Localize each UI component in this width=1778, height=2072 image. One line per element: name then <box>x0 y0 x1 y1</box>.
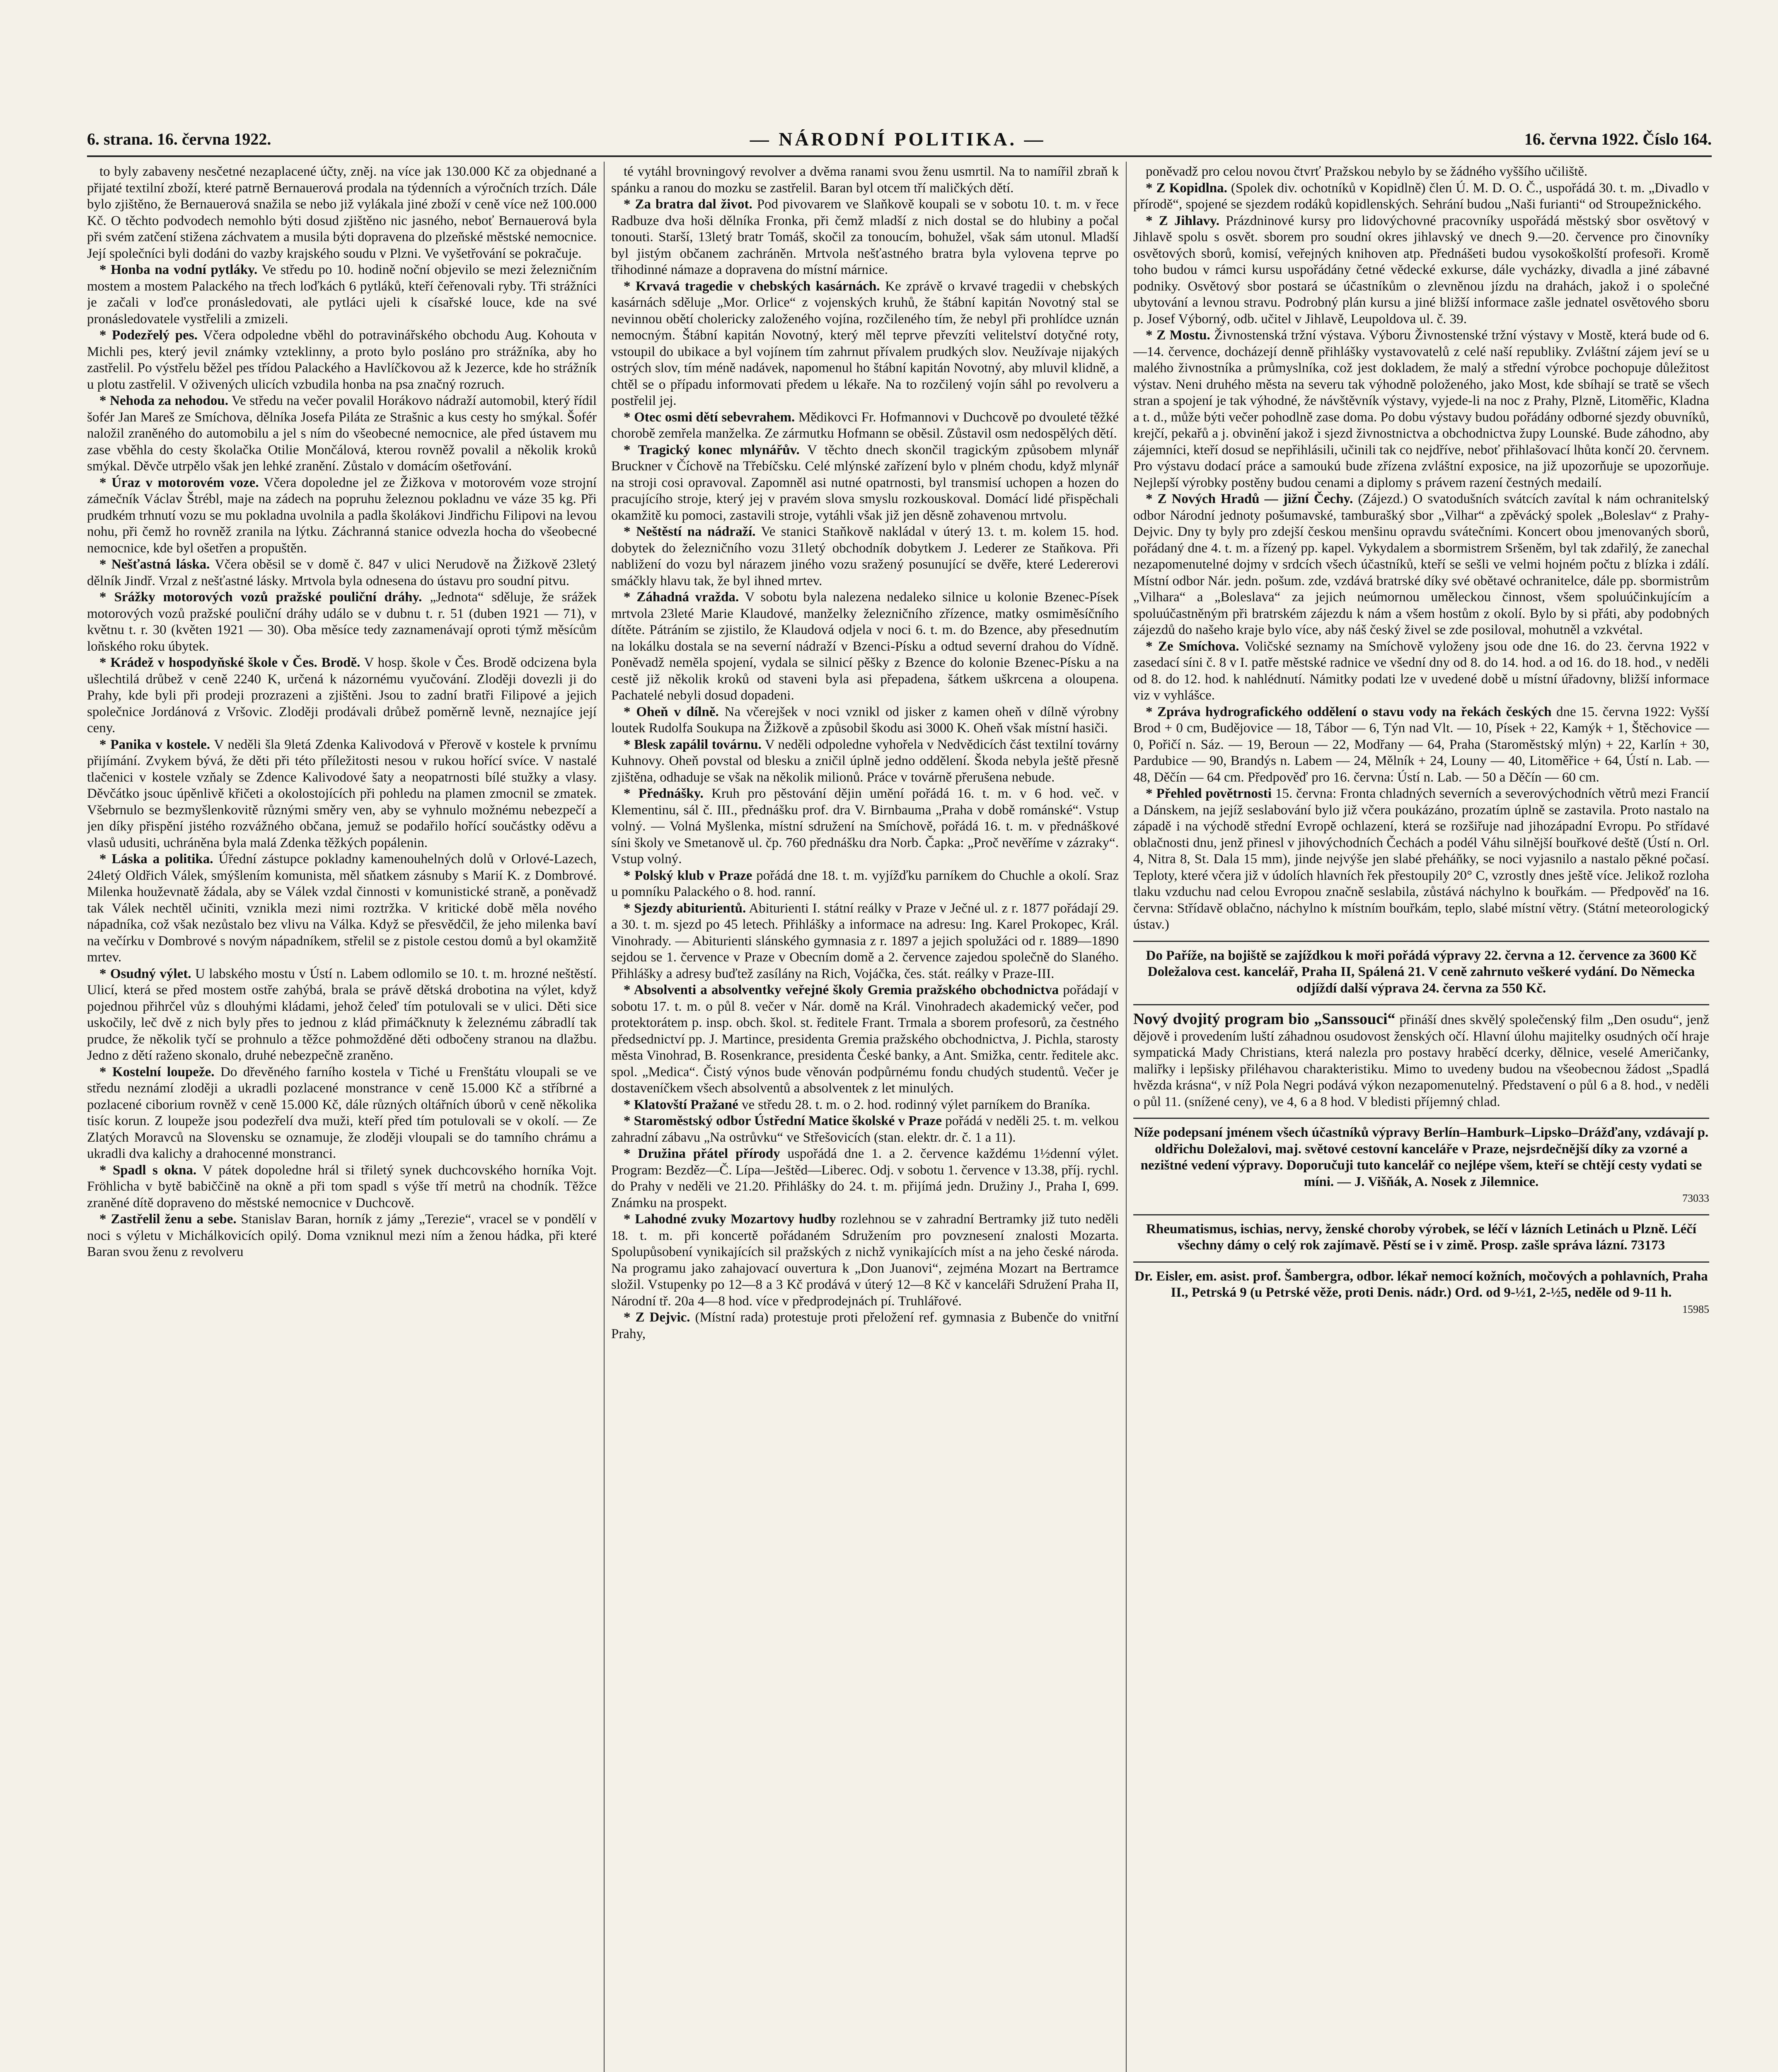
item-text: Živnostenská tržní výstava. Výboru Živnostenské tržní výstavy v Mostě, která bude od 6.—14. července, docházejí denně přihlášky vystavovatelů z celé naší republiky. Zvláštní zájem jeví se u malého živnostníka a průmyslníka, což jest dokladem, že malý a střední výrobce pochopuje důležitost výstav. Neni druhého města na severu tak výhodně položeného, jako Most, kde sbíhají se tratě se všech stran a spojení je tak výhodné, že návštěvník výstavy, vyjede-li na noc z Prahy, Plzně, Litoměřic, Kladna a t. d., může býti večer pohodlně zase doma. Po dobu výstavy budou pořádány odborné sjezdy obuvníků, krejčí, pekařů a j. obvinění jakož i sjezd živnostnictva a obchodnictva župy Lounské. Bude záhodno, aby zájemníci, kteří dosud se nepřihlásili, učinili tak co nejdříve, neboť přihlašovací lhůta končí 20. červnem. Pro výstavu dodací práce a samoukú bude zřízena zvláštní exposice, na již upozorňuje se upozorňuje. Nejlepší výrobky postěny budou cenami a diplomy s právem razení čestných medailí. <box>1133 328 1709 490</box>
news-item <box>611 1113 1119 1146</box>
issue-info: 16. června 1922. Číslo 164. <box>1524 129 1712 148</box>
item-marker: * <box>624 868 635 883</box>
news-item <box>1133 164 1709 180</box>
ad-text: přináší dnes skvělý společenský film „Den osudu“, jenž dějově i provedením luští záhadnou osudovost ženských očí. Hlavní úlohu majitelky osudných očí hraje sympatická Mady Christians, která nalezla pro postavy hraběcí dcerky, dělnice, veselé Američanky, maliřky i lepšisky přiléhavou charakteristiku. Mimo to uvedeny budou na všeobecnou žádost „Spadlá hvězda krásna“, v níž Pola Negri podává výkon nezapomenutelný. Představení o půl 6 a 8. hod., v neděli o půl 11. (snížené ceny), ve 4, 6 a 8 hod. V bledisti příjemný chlad. <box>1133 1012 1709 1109</box>
item-heading: Láska a politika. <box>111 852 213 867</box>
item-text: Ve středu po 10. hodině noční objevilo se mezi železničním mostem a mostem Palackého na třech loďkách 6 pytláků, kteří čeřenovali ryby. Tři strážníci je začali v loďce pronásledovati, ale pytláci ujeli k císařské louce, kde na své pronásledovatele vystřelili a zmizeli. <box>87 262 597 327</box>
item-marker: * <box>99 262 111 277</box>
news-item <box>611 737 1119 786</box>
column-2 <box>611 164 1119 2072</box>
item-text: dne 15. června 1922: Vyšší Brod + 0 cm, Budějovice — 18, Tábor — 6, Týn nad Vlt. — 10, Písek + 22, Kamýk + 1, Štěchovice — 0, Pořičí n. Sáz. — 19, Beroun — 22, Modřany — 64, Praha (Staroměstský mlýn) + 22, Karlín + 30, Pardubice — 90, Brandýs n. Labem — 24, Mělník + 24, Louny — 40, Litoměřice + 64, Ústí n. Lab. — 48, Děčín — 64 cm. Předpověď pro 16. června: Ústí n. Lab. — 50 a Děčín — 60 cm. <box>1133 704 1709 785</box>
item-heading: Krádež v hospodyňské škole v Čes. Brodě. <box>110 655 360 670</box>
news-item <box>611 1097 1119 1113</box>
item-heading: Z Dejvic. <box>635 1310 690 1325</box>
item-text: Voličské seznamy na Smíchově vyloženy jsou ode dne 16. do 23. června 1922 v zasedací síni č. 8 v I. patře městské radnice ve všední dny od 8. do 14. hod. a od 16. do 18. hod., v neděli od 8. do 12. hod. k nahlédnutí. Námitky podati lze v uvedené době u místní úřadovny, bližší informace viz v vyhlášce. <box>1133 639 1709 703</box>
item-heading: Absolventi a absolventky veřejné školy Gremia pražského obchodnictva <box>634 983 1059 997</box>
item-text: Včera dopoledne jel ze Žižkova v motorovém voze strojní zámečník Václav Štrébl, maje na zádech na popruhu železnou pokladnu ve váze 35 kg. Při prudkém trhnutí vozu se mu pokladna uvolnila a padla školákovi Jindřichu Filipovi na levou nohu, při čemž ho rovněž zranila na lýtku. Záchranná stanice odvezla hocha do všeobecné nemocnice, kde byl ošetřen a propuštěn. <box>87 475 597 556</box>
item-text: V těchto dnech skončil tragickým způsobem mlynář Bruckner v Číchově na Třebíčsku. Celé mlýnské zařízení bylo v plném chodu, když mlynář na stroji cosi opravoval. Zapomněl asi nutné opatrnosti, byl transmisí uchopen a hozen do pracujícího stroje, který jej v pravém slova smyslu rozkouskoval. Domácí lidé přispěchali okamžitě ku pomoci, zastavili stroje, vytáhli však již jen děsně zohavenou mrtvolu. <box>611 442 1119 523</box>
item-text: pořádá v neděli 25. t. m. velkou zahradní zábavu „Na ostrůvku“ ve Střešovicích (stan. elektr. dr. č. 1 a 11). <box>611 1113 1119 1145</box>
news-item <box>611 900 1119 983</box>
column-1 <box>87 164 597 2072</box>
item-text: Ve stanici Staňkově nakládal v úterý 13. t. m. kolem 15. hod. dobytek do železničního vozu 31letý obchodník dobytkem J. Lederer ze Staňkova. Při nabližení do vozu byl nárazem jiného vozu sražený posunující se dvěře, které Ledererovi smáčkly hlavu tak, že byl ihned mrtev. <box>611 524 1119 588</box>
news-item <box>611 982 1119 1097</box>
item-marker: * <box>1146 786 1156 801</box>
item-text: Do dřevěného farního kostela v Tiché u Frenštátu vloupali se ve středu neznámí zloději a ukradli pozlacené monstrance v ceně 15.000 Kč a stříbrné a pozlacené ciborium rovněž v ceně 15.000 Kč, dále různých oltářních úborů v ceně několika tisíc korun. Z loupeže jsou podezřelí dva muži, kteří před tím potulovali se v okolí. — Ze Zlatých Moravců na Slovensku se oznamuje, že zloději vloupali se do tamního chrámu a ukradli dva kalichy a drahocenné monstranci. <box>87 1064 597 1161</box>
item-text: V neděli šla 9letá Zdenka Kalivodová v Přerově v kostele k prvnímu přijímání. Zvykem bývá, že děti při této příležitosti nesou v rukou hořící svíce. V nastalé tlačenici v kostele vzňaly se Zdence Kalivodové šaty a neopatrnosti bílé stužky a vlasy. Děvčátko jsouc úpěnlivě křičeti a okolostojících při pohledu na plamen zmocnil se zmatek. Všebrnulo se bezmyšlenkovitě různými směry ven, aby se vyhnulo možnému nebezpečí a jen díky přispění jistého rozvážného občana, jemuž se podařilo hořící součástky oděvu a vlasů udusiti, uchráněna byla malá Zdenka těžkých popálenin. <box>87 737 597 850</box>
item-marker: * <box>624 1097 634 1112</box>
item-heading: Zastřelil ženu a sebe. <box>111 1212 237 1227</box>
news-item <box>611 196 1119 278</box>
page-header <box>87 124 1712 153</box>
item-heading: Panika v kostele. <box>110 737 210 752</box>
ad-headline: Nový dvojitý program bio „Sanssouci“ <box>1133 1010 1396 1028</box>
item-marker: * <box>624 1113 634 1128</box>
item-marker: * <box>624 524 636 539</box>
news-item <box>611 1310 1119 1342</box>
item-marker: * <box>1146 491 1158 506</box>
item-text: pořádají v sobotu 17. t. m. o půl 8. večer v Nár. domě na Král. Vinohradech akademický večer, pod protektorátem p. insp. obch. škol. st. ředitele Frant. Trmala a sborem profesorů, za čestného předsednictví pp. J. Martince, presidenta Gremia pražského obchodnictva, J. Pichla, starosty města Vinohrad, B. Rosenkrance, presidenta České banky, a Ant. Smižka, centr. ředitele akc. spol. „Medica“. Čistý výnos bude věnován podpůrnému fondu chudých studentů. Večer je dostaveníčkem všech absolventů a absolventek z let minulých. <box>611 983 1119 1096</box>
news-item <box>87 262 597 327</box>
advertisement <box>1133 941 1709 997</box>
news-item <box>87 327 597 393</box>
item-text: Včera odpoledne vběhl do potravinářského obchodu Aug. Kohouta v Michli pes, který jevil známky vzteklinny, a proto bylo posláno pro strážníka, aby ho zastřelil. Po výstřelu běžel pes třídou Palackého a Havlíčkovou až k Jezerce, kde ho strážník u plotu zastřelil. V oživených ulicích vzbudila honba na psa značný rozruch. <box>87 328 597 392</box>
item-text: Abiturienti I. státní reálky v Praze v Ječné ul. z r. 1877 pořádají 29. a 30. t. m. sjezd po 45 letech. Přihlášky a informace na adresu: Ing. Karel Prokopec, Král. Vinohrady. — Abiturienti slánského gymnasia z r. 1897 a jejich spolužáci od r. 1889—1890 sejdou se 1. července v Praze v Obecním domě a 2. července zajedou společně do Slaného. Přihlášky a adresy buďtež zasílány na Rich, Vojáčka, čes. stát. reálky v Praze-III. <box>611 900 1119 981</box>
item-marker: * <box>99 475 112 490</box>
news-item <box>1133 786 1709 933</box>
item-marker: * <box>624 442 638 457</box>
item-heading: Zpráva hydrografického oddělení o stavu vody na řekách českých <box>1157 704 1552 719</box>
item-heading: Přehled povětrnosti <box>1156 786 1272 801</box>
item-marker: * <box>99 1162 113 1178</box>
item-marker: * <box>624 1146 638 1161</box>
item-text: Úřední zástupce pokladny kamenouhelných dolů v Orlové-Lazech, 24letý Oldřich Válek, smýšlením komunista, měl sňatkem zásnuby s Marií K. z Dombrové. Milenka houževnatě žádala, aby se Válek vzdal činnosti v komunistické straně, a poněvadž tak Válek nechtěl učiniti, vznikla mezi nimi roztržka. V kritické době měla nového nápadníka, což však nezůstalo bez vlivu na Válka. Když se přesvědčil, že jeho milenka baví na večírku v Dombrové s novým nápadníkem, střelil se z pistole cestou domů a byl okamžitě mrtev. <box>87 852 597 965</box>
item-marker: * <box>624 1310 636 1325</box>
news-item <box>611 278 1119 409</box>
item-heading: Blesk zapálil továrnu. <box>634 737 762 752</box>
news-item <box>87 557 597 589</box>
item-text: V neděli odpoledne vyhořela v Nedvědicích část textilní továrny Kuhnovy. Oheň povstal od blesku a zničil úplně jedno oddělení. Škoda nebyla ještě přesně zjištěna, odhaduje se však na několik milionů. Práce v továrně přerušena nebude. <box>611 737 1119 785</box>
news-item <box>1133 180 1709 213</box>
advertisement <box>1133 1214 1709 1254</box>
item-heading: Spadl s okna. <box>112 1162 197 1178</box>
item-text: (Spolek div. ochotníků v Kopidlně) člen Ú. M. D. O. Č., uspořádá 30. t. m. „Divadlo v přírodě“, spojené se sjezdem rodáků kopidlenských. Sehrání budou „Naši furianti“ od Stroupežnického. <box>1133 180 1709 212</box>
item-text: (Místní rada) protestuje proti přeložení ref. gymnasia z Bubenče do vnitřní Prahy, <box>611 1310 1119 1341</box>
news-item <box>87 1064 597 1162</box>
news-item <box>611 868 1119 900</box>
news-item <box>87 1162 597 1212</box>
header-rule <box>87 155 1712 157</box>
item-heading: Neštěstí na nádraží. <box>636 524 756 539</box>
item-heading: Polský klub v Praze <box>634 868 752 883</box>
news-item <box>87 655 597 737</box>
item-text: (Zájezd.) O svatodušních svátcích zavítal k nám ochranitelský odbor Národní jednoty pošumavské, tamburašký sbor „Vilhar“ a zpěvácký spolek „Boleslav“ z Prahy-Dejvic. Dny ty byly pro zdejší českou menšinu opravdu svátečními. Koncert obou jmenovaných sborů, pořádaný dne 4. t. m. a řízený pp. kapel. Vykydalem a sbormistrem Sršeněm, byl tak zdařilý, že zanechal nezapomenutelné dojmy v srdcích všech účastníků, kteří se sešli ve velmi hojném počtu z blízka i zdálí. Místní odbor Nár. jedn. pošum. zde, vzdává bratrské díky své obětavé ochranitelce, dále pp. sbormistrům „Vilhara“ a „Boleslava“ za jejich neúmornou uměleckou činnost, všem spoluúčinkujícím a spoluúčastněným při bratrském zájezdu k nám a všem hostům z okolí. Bylo by si přáti, aby podobných zájezdů do našeho kraje bylo více, aby náš český živel se zde posiloval, mohutněl a vzkvétal. <box>1133 491 1709 637</box>
item-text: Kruh pro pěstování dějin umění pořádá 16. t. m. v 6 hod. več. v Klementinu, sál č. III., přednášku prof. dra V. Birnbauma „Praha v době románské“. Vstup volný. — Volná Myšlenka, místní sdružení na Smíchově, pořádá 16. t. m. v přednáškové síni školy ve Smetanově ul. čp. 760 přednášku dra Norb. Čapka: „Proč nevěříme v zázraky“. Vstup volný. <box>611 786 1119 867</box>
item-heading: Z Kopidlna. <box>1156 180 1227 196</box>
item-marker: * <box>624 704 636 719</box>
item-heading: Klatovští Pražané <box>634 1097 738 1112</box>
item-heading: Nehoda za nehodou. <box>110 393 228 408</box>
item-marker: * <box>99 328 112 343</box>
item-text: Na včerejšek v noci vznikl od jisker z kamen oheň v dílně výrobny loutek Rudolfa Soukupa na Žižkově a způsobil škodu asi 3000 K. Oheň však místní hasiči. <box>611 704 1119 736</box>
news-item <box>87 1211 597 1261</box>
item-text: Prázdninové kursy pro lidovýchovné pracovníky uspořádá městský sbor osvětový v Jihlavě spolu s osvět. sborem pro soudní okres jihlavský ve dnech 9.—20. července pro činovníky osvětových sborů, komisí, veřejných knihoven atp. Přednášeti budou vysokoškolští profesoři. Kromě toho budou v rámci kursu uspořádány četné vědecké exkurse, dále vycházky, divadla a jiné zábavné podniky. Osvětový sbor postará se účastníkům o zlevněnou jízdu na drahách, jakož i o společné ubytování a levnou stravu. Podrobný plán kursu a jiné bližší informace zašle jednatel osvětového sboru p. Josef Výborný, odb. učitel v Jihlavě, Leupoldova ul. č. 39. <box>1133 213 1709 327</box>
item-text: ve středu 28. t. m. o 2. hod. rodinný výlet parníkem do Braníka. <box>742 1097 1091 1112</box>
item-marker: * <box>1146 704 1158 719</box>
ad-text: Dr. Eisler, em. asist. prof. Šambergra, odbor. lékař nemocí kožních, močových a pohlavních, Praha II., Petrská 9 (u Petrské věže, proti Denis. nádr.) Ord. od 9-½1, 2-½5, neděle od 9-11 h. <box>1135 1268 1708 1300</box>
news-item <box>1133 491 1709 639</box>
item-marker: * <box>1146 639 1158 654</box>
news-item <box>87 475 597 557</box>
item-heading: Osudný výlet. <box>110 966 191 981</box>
item-heading: Srážky motorových vozů pražské pouliční dráhy. <box>114 590 422 605</box>
item-heading: Krvavá tragedie v chebských kasárnách. <box>635 278 880 294</box>
item-heading: Z Nových Hradů — jižní Čechy. <box>1157 491 1353 506</box>
item-text: Ke zprávě o krvavé tragedii v chebských kasárnách sděluje „Mor. Orlice“ z vojenských kruhů, že štábní kapitán Novotný stal se nevinnou obětí cholericky založeného vojína, rozčileného tím, že nebyl při prohlídce uznán nemocným. Štábní kapitán Novotný, který měl teprve převzíti velitelství dotyčné roty, vstoupil do ubikace a byl vojínem tím zahrnut přívalem prudkých slov. Neužívaje nijakých ostrých slov, tím méně nadávek, napomenul ho štábní kapitán Novotný, aby mluvil klidně, a chtěl se o případu informovati předem u lékaře. Na to rozčilený vojín sáhl po revolveru a postřelil jej. <box>611 278 1119 408</box>
item-marker: * <box>1146 213 1159 228</box>
ad-text: Níže podepsaní jménem všech účastníků výpravy Berlín–Hamburk–Lipsko–Drážďany, vzdávají p. oldřichu Doležalovi, maj. světové cestovní kanceláře v Praze, nejsrdečnější díky za vzorné a nezištné vedení výpravy. Doporučuji tuto kancelář co nejlépe všem, kteří se chtějí cesty vydati se míni. — J. Višňák, A. Nosek z Jilemnice. <box>1134 1125 1709 1189</box>
item-heading: Družina přátel přírody <box>638 1146 780 1161</box>
item-heading: Nešťastná láska. <box>111 557 210 572</box>
item-marker: * <box>624 983 634 997</box>
item-heading: Přednášky. <box>638 786 704 801</box>
item-text: uspořádá dne 1. a 2. července každému 1½denní výlet. Program: Bezděz—Č. Lípa—Ještěd—Liberec. Odj. v sobotu 1. července v 13.38, příj. rychl. do Prahy v neděli ve 21.20. Přihlášky do 24. t. m. přijímá jedn. Družiny J., Praha I, 699. Známku na prospekt. <box>611 1146 1119 1210</box>
item-text: V pátek dopoledne hrál si třiletý synek duchcovského horníka Vojt. Fröhlicha v bytě babiččině na okně a při tom spadl s výše tří metrů na chodník. Těžce zraněné dítě dopraveno do městské nemocnice v Duchcově. <box>87 1162 597 1210</box>
item-text: V sobotu byla nalezena nedaleko silnice u kolonie Bzenec-Písek mrtvola 23leté Marie Klaudové, manželky železničního zřízence, matky osmiměsíčního dítěte. Pátráním se zjistilo, že Klaudová odjela v noci 6. t. m. do Bzence, aby přesednutím na lokálku dostala se na severní nádraží v Bzenci-Písku a odtud severní drahou do Vídně. Poněvadž neměla spojení, vydala se silnicí pěšky z Bzence do kolonie Bzenec-Písku a na cestě již několik kroků od staveni byla asi přepadena, šátkem uškrcena a oloupena. Pachatelé nebyli dosud dopadeni. <box>611 590 1119 703</box>
item-heading: Podezřelý pes. <box>112 328 198 343</box>
item-marker: * <box>624 900 634 916</box>
item-heading: Za bratra dal život. <box>635 197 752 212</box>
item-heading: Z Mostu. <box>1156 328 1210 343</box>
ad-code: 15985 <box>1682 1303 1709 1315</box>
item-marker: * <box>99 655 111 670</box>
item-heading: Kostelní loupeže. <box>112 1064 215 1080</box>
news-item <box>611 589 1119 704</box>
item-text: to byly zabaveny nesčetné nezaplacené účty, zněj. na více jak 130.000 Kč za objednané a přijaté textilní zboží, které patrně Bernauerová prodala na týdenních a výročních trzích. Dále bylo zjištěno, že Bernauerová snažila se nebo již vylákala jiné zboží v ceně více než 100.000 Kč. O těchto podvodech nemohlo býti dosud zjištěno nic jasného, neboť Bernauerová byla při svém zatčení stižena záchvatem a musila býti dopravena do plzeňské městské nemocnice. Její společníci byli dodáni do vazby krajského soudu v Plzni. Ve vyšetřování se pokračuje. <box>87 164 597 261</box>
news-item <box>1133 704 1709 786</box>
item-text: U labského mostu v Ústí n. Labem odlomilo se 10. t. m. hrozné neštěstí. Ulicí, která se před mostem ostře zahýbá, brala se právě dětská drobotina na výlet, když pojednou přihrčel vůz s dlouhými kládami, jehož čeleď tím potulovali se v ulici. Děti sice uskočily, leč dvě z nich byly přes to jednou z klád přimáčknuty k železnému zábradlí tak prudce, že několik tyčí se prohnulo a těžce pohmožděné děti odbočeny stranou na dlažbu. Jedno z dětí raženo skonalo, druhé nebezpečně zraněno. <box>87 966 597 1063</box>
item-marker: * <box>99 737 111 752</box>
item-marker: * <box>624 1212 635 1227</box>
advertisement <box>1133 1004 1709 1110</box>
news-item <box>87 393 597 475</box>
item-text: Ve středu na večer povalil Horákovo nádraží automobil, který řídil šofér Jan Mareš ze Smíchova, dělníka Josefa Piláta ze Strašnic a kus cesty ho smýkal. Šofér naložil zraněného do automobilu a jel s ním do všeobecné nemocnice, ale před ústavem mu zase vběhla do cesty školačka Otilie Mončálová, kterou rovněž povalil a několik kroků smýkal. Děvče utrpělo však jen lehké zranění. Zůstalo v domácím ošetřování. <box>87 393 597 474</box>
item-heading: Úraz v motorovém voze. <box>111 475 259 490</box>
item-text: Mědikovci Fr. Hofmannovi v Duchcově po dvouleté těžké chorobě zemřela manželka. Ze zármutku Hofmann se oběsil. Zůstavil osm nedospělých dětí. <box>611 409 1119 441</box>
item-heading: Z Jihlavy. <box>1159 213 1220 228</box>
item-heading: Tragický konec mlynářův. <box>638 442 800 457</box>
item-marker: * <box>624 409 634 425</box>
item-marker: * <box>99 966 110 981</box>
item-heading: Oheň v dílně. <box>636 704 719 719</box>
item-text: 15. června: Fronta chladných severních a severovýchodních větrů mezi Francií a Dánskem, na jejíž seslabování bylo již včera poukázáno, prozatím úplně se zastavila. Proto nastalo na západě i na východě střední Evropě ochlazení, která se rozšiřuje nad jihozápadní Evropu. Po střídavé oblačnosti dnu, jenž přinesl v jihovýchodních Čechách a podél Váhu silnější bouřkové deště (Ústí n. Orl. 4, Nitra 8, St. Dala 15 mm), jinde nejvýše jen slabé přeháňky, se noci vyjasnilo a nastalo pěkné počasí. Teploty, které včera již v údolích hlavních řek přestoupily 20° C, vzrostly dnes ještě více. Jelikož rozloha tlaku vzduchu nad celou Evropou značně seslabila, zůstává náchylno k bouřkám. — Předpověď na 16. června: Střídavě oblačno, náchylno k místním bouřkám, teplo, slabé místní větry. (Státní meteorologický ústav.) <box>1133 786 1709 932</box>
item-text: V hosp. škole v Čes. Brodě odcizena byla ušlechtilá drůbež v ceně 2240 K, určená k názornému vyučování. Zloději dovezli ji do Prahy, kde byli při prodeji prozrazeni a zjištěni. Jsou to zadní bratři Filipové a jejich společnice Jordánová z Vršovic. Zloději prodávali drůbež poměrně levně, neznajíce její ceny. <box>87 655 597 736</box>
news-item <box>1133 213 1709 328</box>
item-text: rozlehnou se v zahradní Bertramky již tuto neděli 18. t. m. při koncertě pořádaném Sdružením pro povznesení znalosti Mozarta. Spolupůsobení vynikajících sil pražských z nichž vynikajících míst a na jeho české národa. Na programu jako zahajovací ouvertura k „Don Juanovi“, zejména Mozart na Bertramce složil. Vstupenky po 12—8 a 3 Kč prodává v úterý 12—8 Kč v kanceláři Sdružení Praha II, Národní tř. 20a 4—8 hod. více v předprodejnách pí. Truhlářové. <box>611 1212 1119 1309</box>
item-text: Včera oběsil se v domě č. 847 v ulici Nerudově na Žižkově 23letý dělník Jindř. Vrzal z nešťastné lásky. Mrtvola byla odnesena do ústavu pro soudní pitvu. <box>87 557 597 588</box>
item-text: té vytáhl brovningový revolver a dvěma ranami svou ženu usmrtil. Na to namířil zbraň k spánku a ranou do mozku se zastřelil. Baran byl otcem tří maličkých dětí. <box>611 164 1119 196</box>
item-marker: * <box>624 786 639 801</box>
news-item <box>611 1146 1119 1211</box>
item-marker: * <box>624 590 637 605</box>
item-text: poněvadž pro celou novou čtvrť Pražskou nebylo by se žádného vyššího učiliště. <box>1146 164 1588 179</box>
news-item <box>87 164 597 262</box>
ad-text: Do Paříže, na bojiště se zajíždkou k moři pořádá výpravy 22. června a 12. července za 3600 Kč Doležalova cest. kancelář, Praha II, Spálená 21. V ceně zahrnuto veškeré vydání. Do Německa odjíždí další výprava 24. června za 550 Kč. <box>1146 948 1697 996</box>
news-item <box>87 966 597 1064</box>
item-heading: Lahodné zvuky Mozartovy hudby <box>635 1212 836 1227</box>
column-3 <box>1133 164 1709 2072</box>
item-heading: Staroměstský odbor Ústřední Matice školské v Praze <box>634 1113 942 1128</box>
item-marker: * <box>99 590 114 605</box>
item-text: Pod pivovarem ve Slaňkově koupali se v sobotu 10. t. m. v řece Radbuze dva hoši dělníka Fronka, při čemž mladší z nich dostal se do hlubiny a počal tonouti. Starší, 13letý bratr Tomáš, skočil za tonoucím, bohužel, však sám utonul. Mladší byl jistým občanem zachráněn. Mrtvola nešťastného bratra byla vylovena teprve po třihodinné námaze a dopravena do místní márnice. <box>611 197 1119 277</box>
news-item <box>1133 639 1709 704</box>
item-marker: * <box>99 393 110 408</box>
news-item <box>611 704 1119 737</box>
column-divider <box>1126 162 1127 2072</box>
news-item <box>611 164 1119 196</box>
item-marker: * <box>1146 328 1157 343</box>
item-heading: Záhadná vražda. <box>636 590 739 605</box>
item-text: pořádá dne 18. t. m. vyjížďku parníkem do Chuchle a okolí. Sraz u pomníku Palackého o 8. hod. ranní. <box>611 868 1119 899</box>
news-item <box>611 524 1119 589</box>
advertisement <box>1133 1261 1709 1318</box>
item-text: Stanislav Baran, horník z jámy „Terezie“, vracel se v pondělí v noci s výletu v Michálkovicích opilý. Doma vzniknul mezi ním a ženou hádka, při které Baran svou ženu z revolveru <box>87 1212 597 1259</box>
ad-text: Rheumatismus, ischias, nervy, ženské choroby výrobek, se léčí v lázních Letinách u Plzně. Léčí všechny dámy o celý rok zajímavě. Pěstí se i v zimě. Prosp. zašle správa lázní. 73173 <box>1146 1221 1696 1253</box>
item-marker: * <box>624 278 636 294</box>
news-item <box>611 786 1119 868</box>
news-item <box>611 442 1119 524</box>
item-marker: * <box>99 852 112 867</box>
column-divider <box>604 162 605 2072</box>
item-marker: * <box>1146 180 1156 196</box>
item-heading: Honba na vodní pytláky. <box>111 262 258 277</box>
item-marker: * <box>624 197 635 212</box>
advertisement <box>1133 1118 1709 1207</box>
news-item <box>1133 327 1709 491</box>
news-item <box>87 589 597 655</box>
news-item <box>611 1211 1119 1310</box>
news-item <box>87 851 597 966</box>
item-marker: * <box>99 557 111 572</box>
item-marker: * <box>99 1212 111 1227</box>
item-heading: Sjezdy abiturientů. <box>634 900 746 916</box>
item-text: „Jednota“ sděluje, že srážek motorových vozů pražské pouliční dráhy událo se v dubnu t. r. 51 (duben 1921 — 71), v květnu t. r. 30 (květen 1921 — 30). Oba měsíce tedy zaznamenávají oproti týmž měsícům loňského roku úbytek. <box>87 590 597 654</box>
item-marker: * <box>624 737 634 752</box>
item-marker: * <box>99 1064 113 1080</box>
ad-code: 73033 <box>1682 1192 1709 1204</box>
masthead: — NÁRODNÍ POLITIKA. — <box>750 128 1046 150</box>
item-heading: Ze Smíchova. <box>1158 639 1239 654</box>
news-item <box>611 409 1119 442</box>
page-number: 6. strana. 16. června 1922. <box>87 129 271 148</box>
news-item <box>87 737 597 852</box>
item-heading: Otec osmi dětí sebevrahem. <box>634 409 795 425</box>
